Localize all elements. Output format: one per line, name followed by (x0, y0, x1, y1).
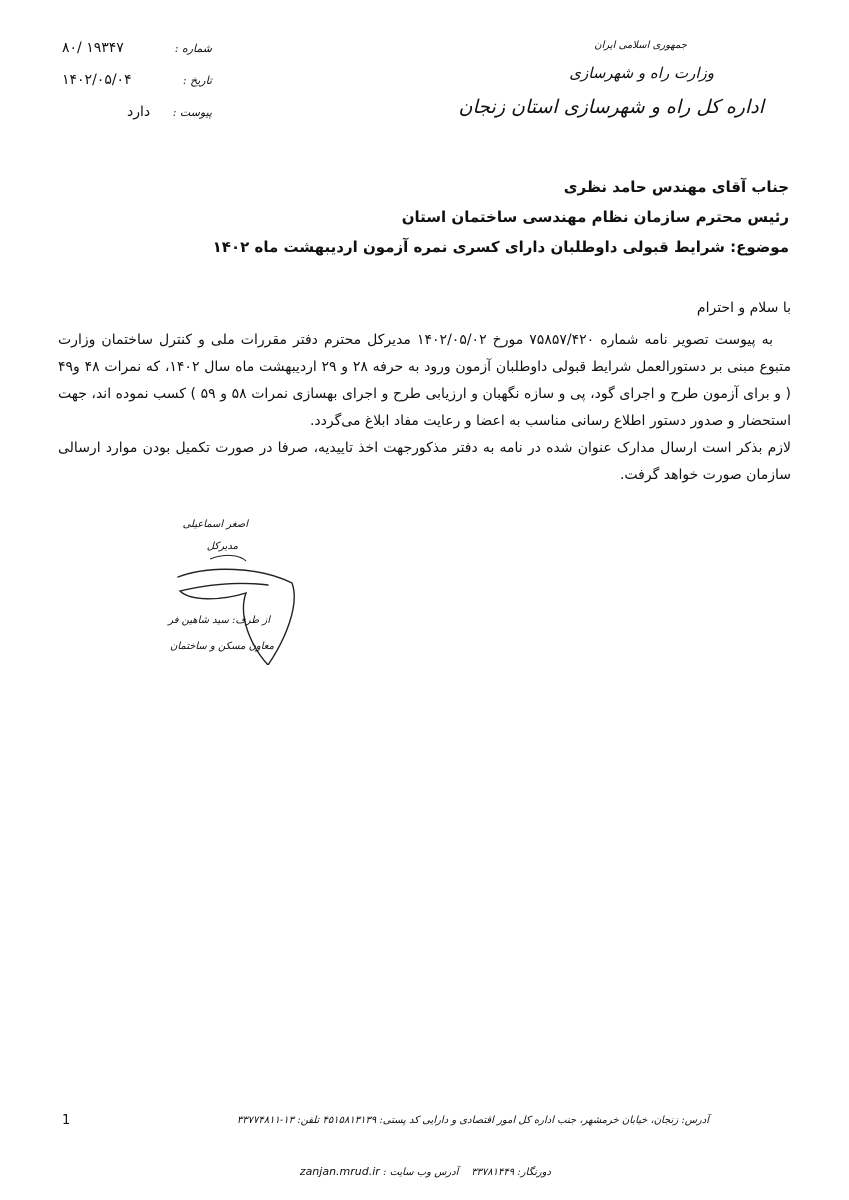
ministry-line-3: اداره کل راه و شهرسازی استان زنجان (458, 96, 764, 118)
signer-title: مدیرکل (206, 541, 238, 552)
body-paragraph-1: به پیوست تصویر نامه شماره ۷۵۸۵۷/۴۲۰ مورخ ۱۴۰۲/۰۵/۰۲ مدیرکل محترم دفتر مقررات ملی و کنترل ساختمان وزارت متبوع مبنی بر دستورالعمل شرایط قبولی داوطلبان آزمون ورود به حرفه ۲۸ و ۲۹ اردیبهشت ماه سال ۱۴۰۲، که نمرات ۴۸ و۴۹ ( و برای آزمون طرح و اجرای گود، پی و سازه نگهبان و ارزیابی طرح و اجرای بهسازی نمرات ۵۸ و ۵۹ ) کسب نموده اند، جهت استحضار و صدور دستور اطلاع رسانی مناسب به اعضا و رعایت مفاد ابلاغ می‌گردد. (58, 332, 792, 429)
footer-contact (300, 1165, 551, 1178)
addressee-title: رئیس محترم سازمان نظام مهندسی ساختمان استان (401, 208, 789, 226)
letter-number-value: ۸۰/ ۱۹۳۴۷ (62, 40, 124, 56)
letter-number-row (52, 40, 222, 60)
letter-date-row (52, 72, 222, 92)
letter-body (58, 327, 791, 489)
footer-fax: دورنگار: ۳۳۷۸۱۴۴۹ (471, 1167, 551, 1178)
footer-website-label: آدرس وب سایت : (383, 1167, 459, 1178)
addressee-name: جناب آقای مهندس حامد نظری (563, 178, 789, 196)
body-paragraph-2: لازم بذکر است ارسال مدارک عنوان شده در نامه به دفتر مذکورجهت اخذ تاییدیه، صرفا در صورت تکمیل بودن موارد ارسالی سازمان صورت خواهد گرفت. (58, 440, 791, 483)
letter-date-label: تاریخ : (182, 74, 212, 87)
page-number: 1 (62, 1113, 71, 1128)
attachment-row (52, 104, 222, 124)
greeting: با سلام و احترام (696, 300, 791, 316)
signer-name: اصغر اسماعیلی (182, 519, 248, 530)
letter-subject: موضوع: شرایط قبولی داوطلبان دارای کسری نمره آزمون اردیبهشت ماه ۱۴۰۲ (212, 238, 789, 256)
letter-number-label: شماره : (174, 42, 212, 55)
footer-website-link[interactable]: zanjan.mrud.ir (299, 1165, 380, 1178)
attachment-label: پیوست : (172, 106, 212, 119)
letter-date-value: ۱۴۰۲/۰۵/۰۴ (62, 72, 132, 88)
signed-by-line: از طرف: سید شاهین فر (168, 615, 270, 626)
ministry-line-2: وزارت راه و شهرسازی (569, 64, 714, 82)
ministry-line-1: جمهوری اسلامی ایران (594, 40, 687, 51)
signed-by-title: معاون مسکن و ساختمان (170, 641, 274, 652)
signature-block (150, 515, 310, 665)
footer-address: آدرس: زنجان، خیابان خرمشهر، جنب اداره کل امور اقتصادی و دارایی کد پستی: ۴۵۱۵۸۱۳۱۳۹ تلفن: ۱۳-۳۳۷۷۴۸۱۱ (236, 1115, 709, 1126)
attachment-value: دارد (127, 104, 151, 120)
